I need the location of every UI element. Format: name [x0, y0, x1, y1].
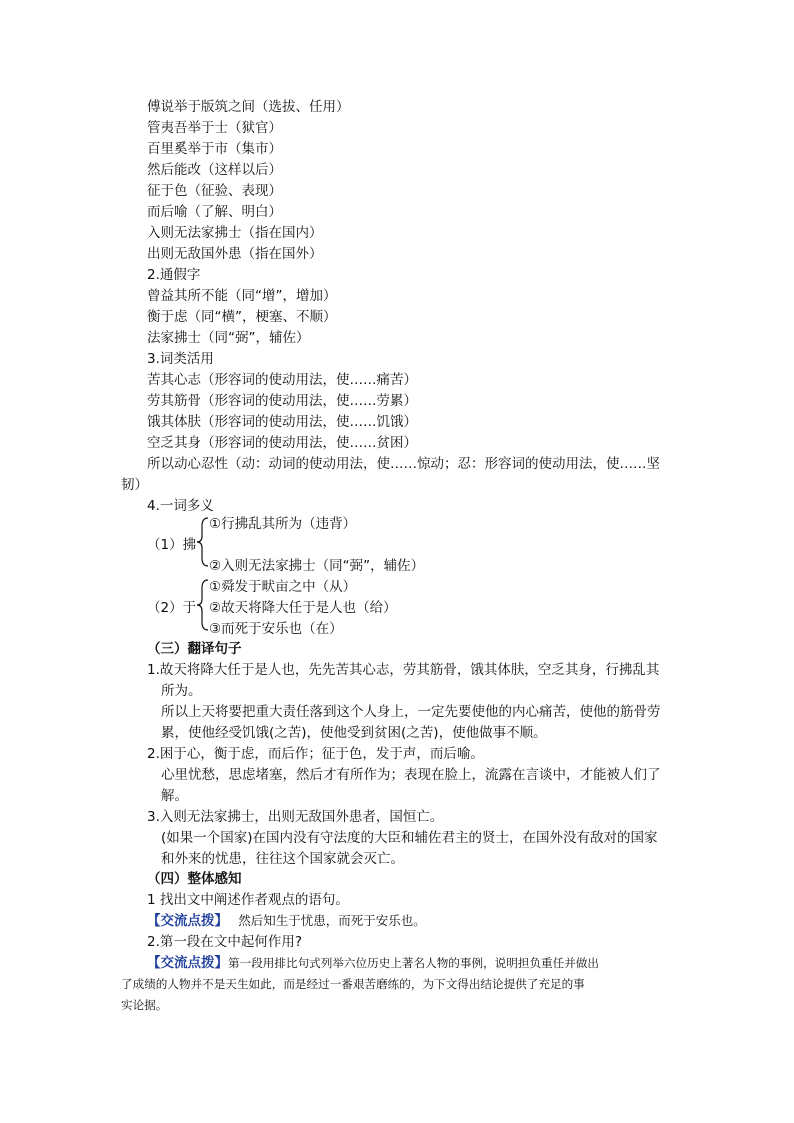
- question-1-cont: 所为。: [161, 683, 202, 699]
- tip-tag: 【交流点拨】: [147, 913, 228, 929]
- polysemy-item: ②入则无法家拂士（同“弼”，辅佐）: [209, 558, 425, 574]
- text-line: 衡于虑（同“横”，梗塞、不顺）: [147, 309, 337, 325]
- heading-overall: （四）整体感知: [147, 871, 242, 887]
- overall-answer-1: [147, 912, 426, 930]
- overall-answer-2-cont: 了成绩的人物并不是天生如此，而是经过一番艰苦磨练的，为下文得出结论提供了充足的事: [121, 977, 585, 991]
- text-line: 饿其体肤（形容词的使动用法，使……饥饿）: [147, 414, 417, 430]
- answer-3-cont: 和外来的忧患，往往这个国家就会灭亡。: [161, 851, 404, 867]
- text-line: 然后能改（这样以后）: [147, 162, 282, 178]
- polysemy-item: ①舜发于畎亩之中（从）: [209, 579, 357, 595]
- overall-answer-2: [121, 954, 599, 972]
- question-2: 2.困于心，衡于虑，而后作；征于色，发于声，而后喻。: [147, 746, 484, 762]
- answer-1-cont: 累，使他经受饥饿(之苦)，使他受到贫困(之苦)，使他做事不顺。: [161, 725, 547, 741]
- section-title-duoyi: 4.一词多义: [147, 498, 214, 514]
- overall-question-1: 1 找出文中阐述作者观点的语句。: [147, 892, 349, 908]
- text-line: 百里奚举于市（集市）: [147, 141, 282, 157]
- polysemy-item: ①行拂乱其所为（违背）: [209, 516, 357, 532]
- question-3: 3.入则无法家拂士，出则无敌国外患者，国恒亡。: [147, 809, 444, 825]
- text-line: 法家拂士（同“弼”，辅佐）: [147, 330, 310, 346]
- text-line: 空乏其身（形容词的使动用法，使……贫困）: [147, 435, 417, 451]
- answer-2: 心里忧愁，思虑堵塞，然后才有所作为；表现在脸上，流露在言谈中，才能被人们了: [161, 767, 661, 783]
- heading-translate: （三）翻译句子: [147, 641, 242, 657]
- overall-answer-2-cont: 实论据。: [121, 998, 168, 1012]
- text-line: 所以动心忍性（动：动词的使动用法，使……惊动；忍：形容词的使动用法，使……坚: [147, 456, 660, 472]
- tip-text: 然后知生于忧患，而死于安乐也。: [238, 913, 426, 928]
- text-line: 韧）: [121, 477, 148, 493]
- section-title-cilei: 3.词类活用: [147, 351, 214, 367]
- text-line: 苦其心志（形容词的使动用法，使……痛苦）: [147, 372, 417, 388]
- overall-question-2: 2.第一段在文中起何作用?: [147, 934, 303, 950]
- tip-text: 第一段用排比句式列举六位历史上著名人物的事例，说明担负重任并做出: [228, 956, 600, 970]
- answer-1: 所以上天将要把重大责任落到这个人身上，一定先要使他的内心痛苦，使他的筋骨劳: [161, 704, 661, 720]
- text-line: 入则无法家拂士（指在国内）: [147, 225, 323, 241]
- text-line: 出则无敌国外患（指在国外）: [147, 246, 323, 262]
- text-line: 而后喻（了解、明白）: [147, 204, 282, 220]
- brace-icon: [196, 578, 210, 632]
- brace-icon: [196, 516, 210, 568]
- text-line: 劳其筋骨（形容词的使动用法，使……劳累）: [147, 393, 417, 409]
- question-1: 1.故天将降大任于是人也，先先苦其心志，劳其筋骨，饿其体肤，空乏其身，行拂乱其: [147, 662, 660, 678]
- text-line: 曾益其所不能（同“增”，增加）: [147, 288, 337, 304]
- answer-2-cont: 解。: [161, 788, 188, 804]
- polysemy-label-fu: （1）拂: [147, 537, 197, 553]
- polysemy-label-yu: （2）于: [147, 600, 197, 616]
- polysemy-item: ②故天将降大任于是人也（给）: [209, 600, 397, 616]
- polysemy-item: ③而死于安乐也（在）: [209, 621, 343, 637]
- text-line: 征于色（征验、表现）: [147, 183, 282, 199]
- tip-tag: 【交流点拨】: [147, 955, 228, 971]
- answer-3: (如果一个国家)在国内没有守法度的大臣和辅佐君主的贤士，在国外没有敌对的国家: [161, 830, 658, 846]
- section-title-tongjia: 2.通假字: [147, 267, 201, 283]
- text-line: 傅说举于版筑之间（选拔、任用）: [147, 99, 350, 115]
- text-line: 管夷吾举于士（狱官）: [147, 120, 282, 136]
